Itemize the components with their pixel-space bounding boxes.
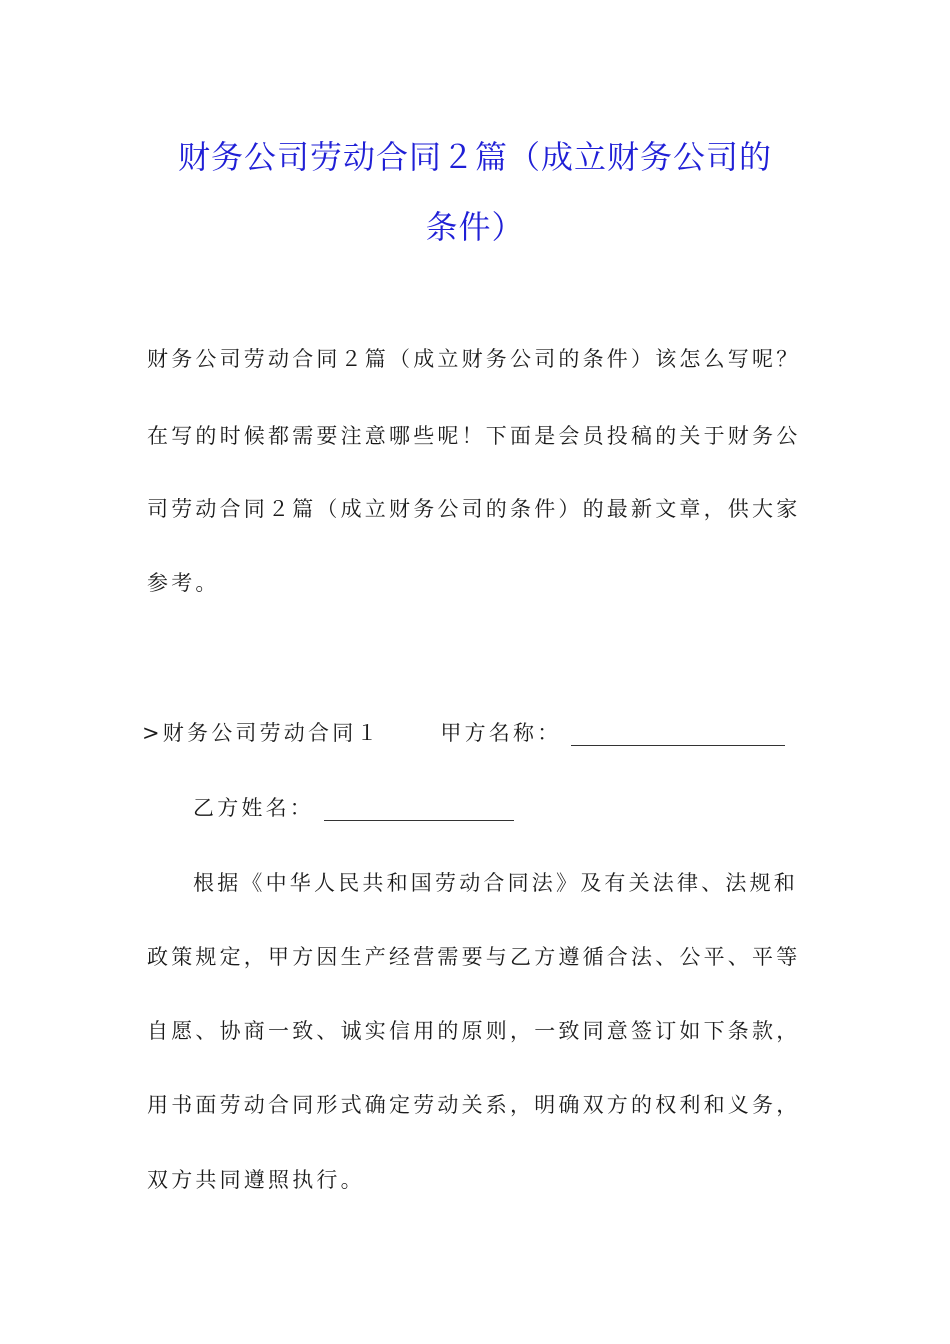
document-title-line-2: 条件）	[425, 208, 525, 246]
contract-body-line: 双方共同遵照执行。	[147, 1168, 365, 1192]
contract-body-line: 政策规定，甲方因生产经营需要与乙方遵循合法、公平、平等	[147, 945, 801, 969]
intro-line: 参考。	[147, 571, 220, 595]
intro-line: 在写的时候都需要注意哪些呢！下面是会员投稿的关于财务公	[147, 424, 801, 448]
party-b-name-field[interactable]	[324, 798, 514, 821]
contract-body-line: 自愿、协商一致、诚实信用的原则，一致同意签订如下条款，	[147, 1019, 801, 1043]
contract-body-line: 用书面劳动合同形式确定劳动关系，明确双方的权利和义务，	[147, 1093, 801, 1117]
contract-heading: >财务公司劳动合同１	[142, 721, 381, 745]
contract-body-line: 根据《中华人民共和国劳动合同法》及有关法律、法规和	[193, 871, 798, 895]
intro-line: 司劳动合同２篇（成立财务公司的条件）的最新文章，供大家	[147, 497, 801, 521]
intro-line: 财务公司劳动合同２篇（成立财务公司的条件）该怎么写呢？	[147, 347, 801, 371]
document-title-line-1: 财务公司劳动合同２篇（成立财务公司的	[177, 138, 772, 176]
contract-heading-row	[142, 718, 785, 748]
party-a-name-field[interactable]	[571, 723, 785, 746]
party-b-row	[193, 793, 514, 823]
party-b-label: 乙方姓名：	[193, 796, 314, 820]
party-a-label: 甲方名称：	[440, 721, 562, 745]
